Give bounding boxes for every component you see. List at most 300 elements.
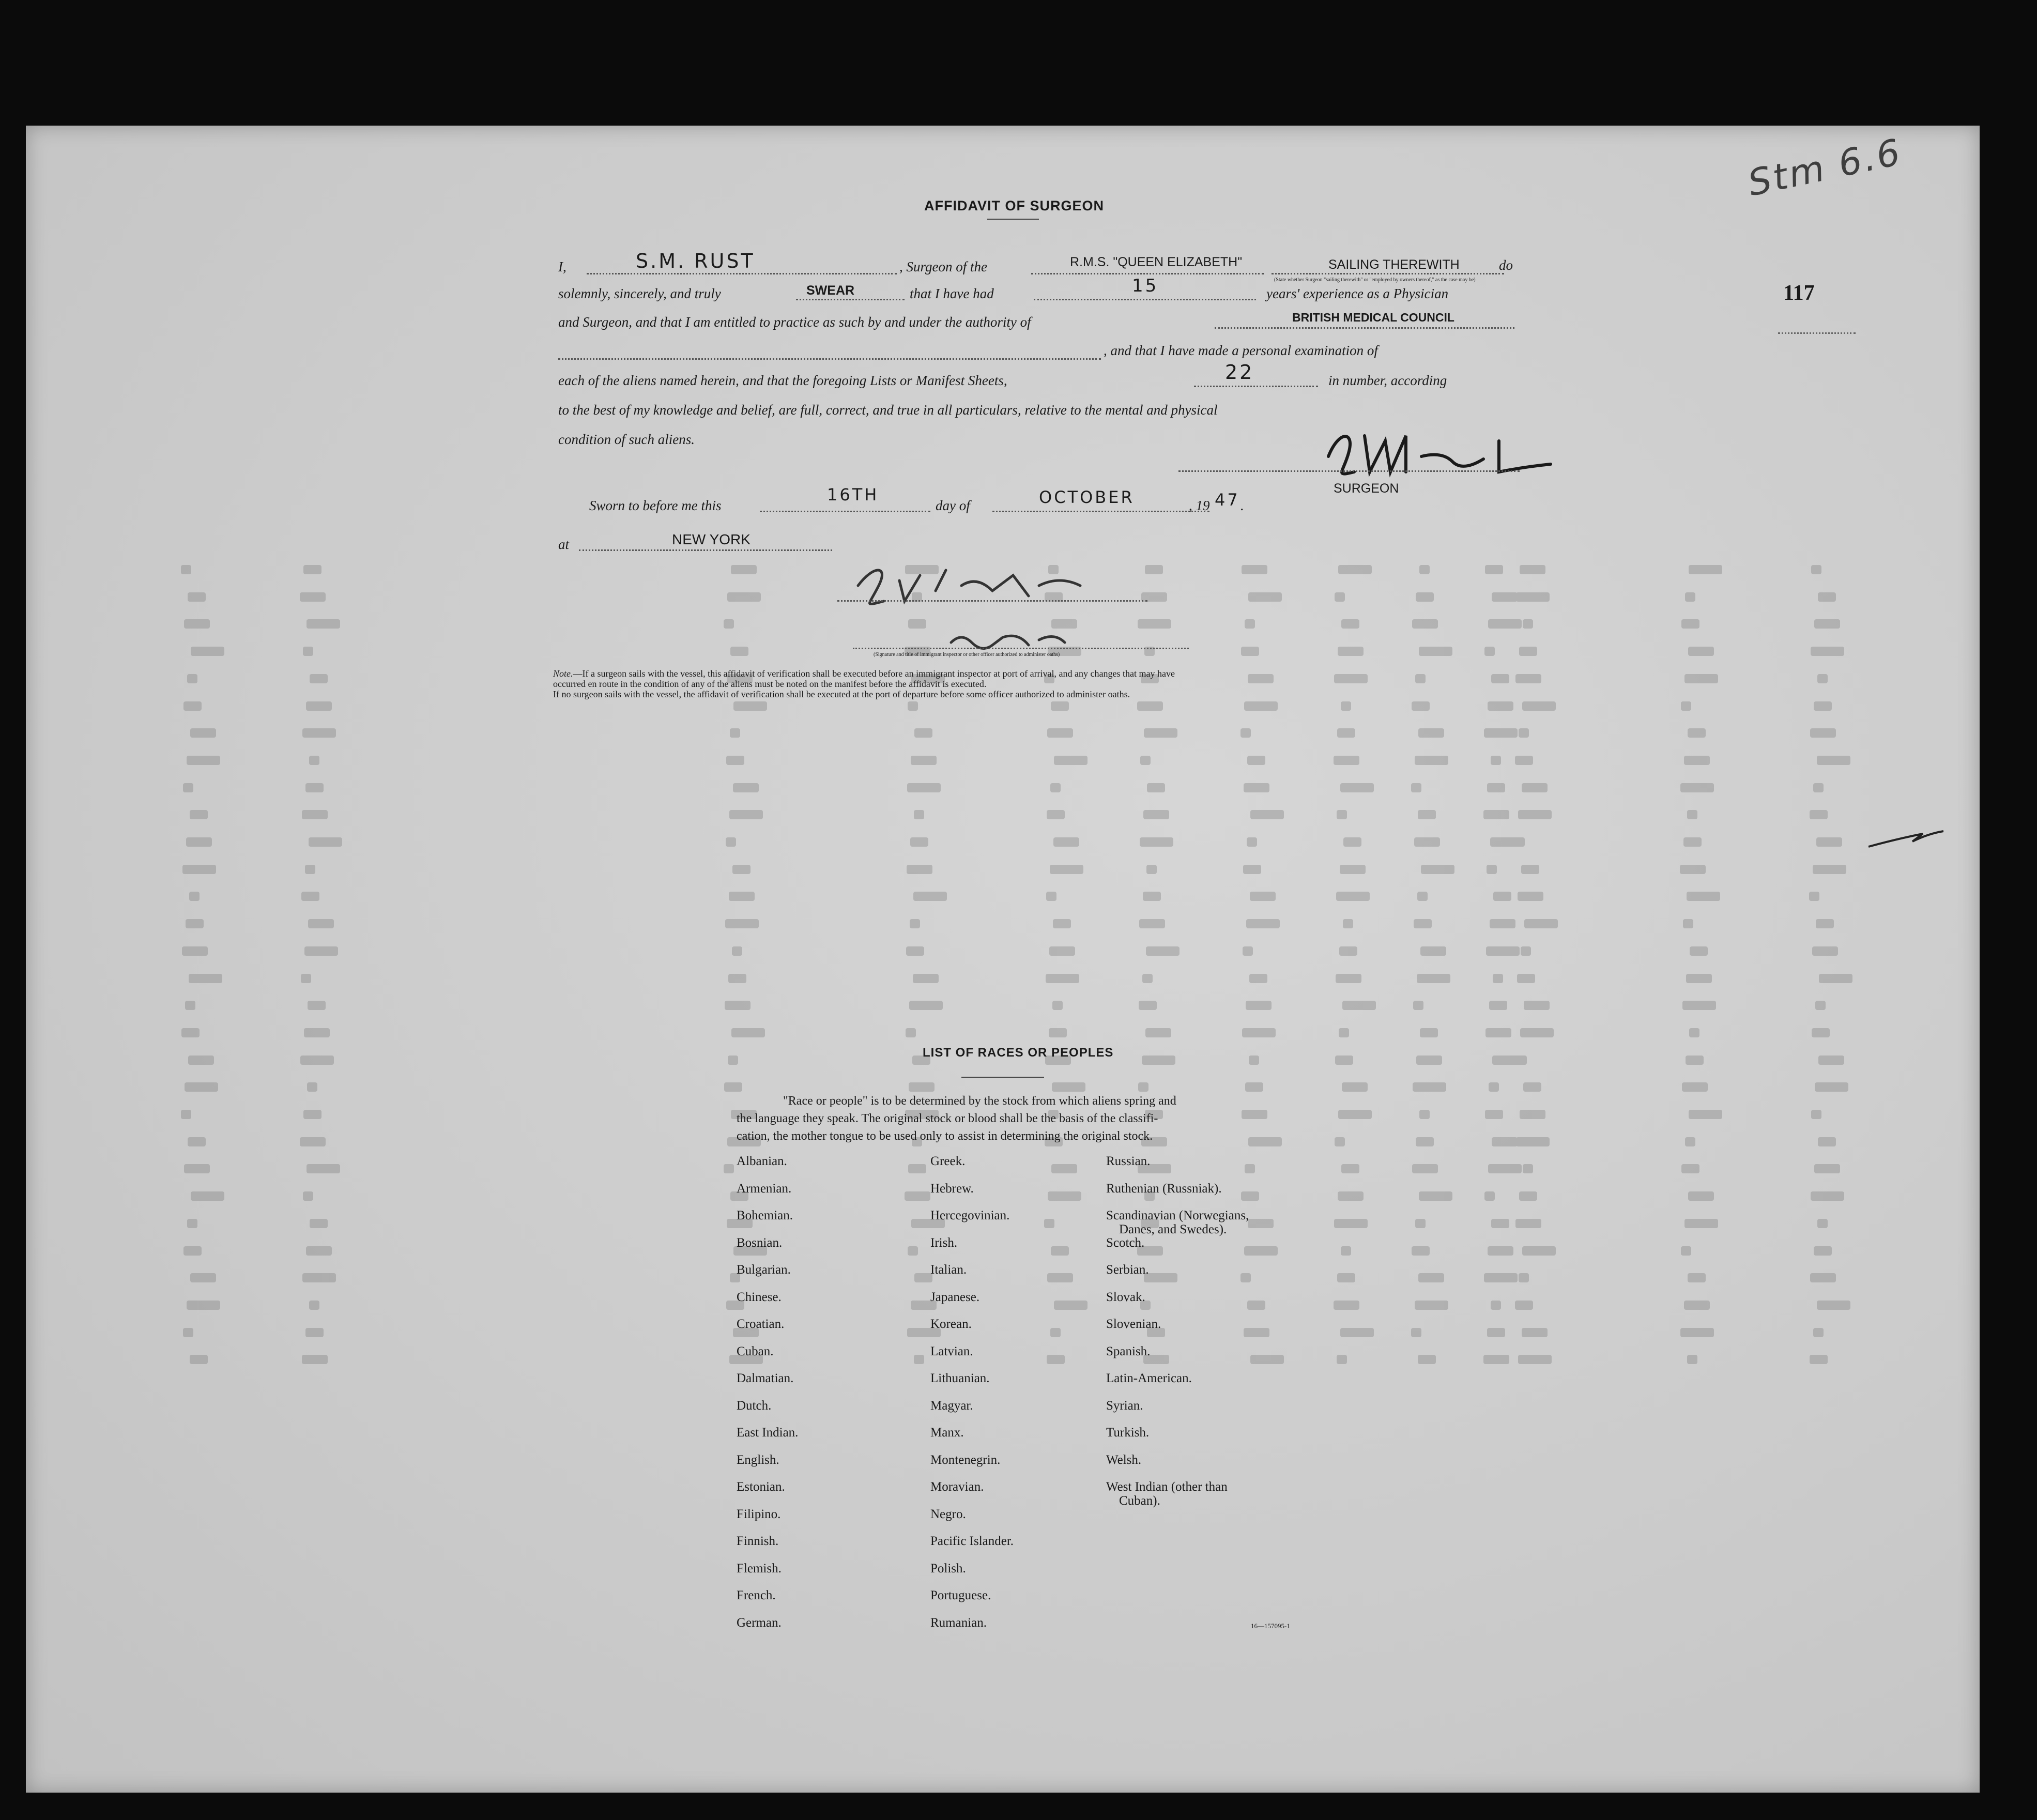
ghost-mark (1334, 756, 1359, 765)
ghost-mark (1144, 1273, 1177, 1282)
race-item: Scotch. (1106, 1235, 1145, 1250)
ghost-mark (1519, 1273, 1529, 1282)
month-line (992, 511, 1209, 512)
ghost-mark (1341, 1246, 1351, 1256)
ghost-mark (1812, 1028, 1830, 1037)
ghost-mark (1491, 674, 1509, 683)
ghost-mark (725, 919, 759, 928)
note-text1: —If a surgeon sails with the vessel, this affidavit of verification shall be executed before an immigrant inspector at port of arrival, and any changes that may have (573, 668, 1175, 679)
ghost-mark (1340, 865, 1366, 874)
ghost-mark (906, 1028, 916, 1037)
ghost-mark (733, 701, 767, 711)
surgeon-signature (1318, 420, 1576, 487)
inspector-caption: (Signature and title of immigrant inspector or other officer authorized to administer oaths) (874, 652, 1060, 657)
line4-text: , and that I have made a personal examination of (1104, 343, 1378, 358)
race-item: Cuban). (1119, 1494, 1160, 1508)
ghost-mark (914, 810, 924, 819)
affidavit-title: AFFIDAVIT OF SURGEON (924, 198, 1104, 213)
ghost-mark (1688, 1273, 1706, 1282)
ghost-mark (724, 619, 734, 629)
ghost-mark (1247, 756, 1265, 765)
ghost-mark (1680, 1328, 1714, 1337)
ghost-mark (733, 783, 759, 792)
ghost-mark (1052, 1001, 1063, 1010)
ghost-mark (305, 1328, 324, 1337)
ghost-mark (1334, 674, 1368, 683)
ghost-mark (309, 837, 342, 847)
ghost-mark (1243, 865, 1261, 874)
ghost-mark (1047, 728, 1073, 738)
race-item: Japanese. (930, 1290, 980, 1304)
ghost-mark (1519, 728, 1529, 738)
sailing-status: SAILING THEREWITH (1328, 257, 1460, 272)
ghost-mark (1147, 783, 1165, 792)
ghost-mark (1515, 1219, 1541, 1228)
ghost-mark (1811, 1191, 1844, 1201)
ghost-mark (1143, 892, 1161, 901)
years-experience: 15 (1132, 276, 1159, 296)
ghost-mark (1685, 1137, 1695, 1146)
ghost-mark (1245, 619, 1255, 629)
ghost-mark (1248, 1219, 1274, 1228)
race-item: Bulgarian. (737, 1263, 791, 1277)
ghost-mark (1048, 1191, 1081, 1201)
ghost-mark (1487, 783, 1505, 792)
race-item: Hercegovinian. (930, 1209, 1010, 1222)
ghost-mark (181, 565, 191, 574)
ghost-mark (730, 728, 740, 738)
ghost-mark (1817, 674, 1828, 683)
ghost-mark (1814, 701, 1832, 711)
ghost-mark (1520, 1028, 1554, 1037)
race-item: English. (737, 1452, 779, 1467)
ghost-mark (1684, 1301, 1710, 1310)
ghost-mark (1417, 974, 1450, 983)
ghost-mark (1417, 892, 1428, 901)
page-number: 117 (1783, 281, 1815, 305)
ghost-mark (190, 1355, 208, 1364)
ghost-mark (1811, 565, 1821, 574)
ghost-mark (914, 728, 932, 738)
ghost-mark (1343, 837, 1361, 847)
document-sheet (26, 126, 1980, 1793)
ghost-mark (303, 647, 313, 656)
ghost-mark (305, 865, 315, 874)
ghost-mark (1522, 783, 1548, 792)
ghost-mark (1415, 674, 1426, 683)
ghost-mark (1520, 565, 1545, 574)
ghost-mark (1685, 592, 1695, 602)
sheets-count: 22 (1225, 361, 1254, 384)
ghost-mark (1684, 1219, 1718, 1228)
ghost-mark (909, 1082, 935, 1092)
ghost-mark (1047, 810, 1065, 819)
race-item: Korean. (930, 1317, 972, 1331)
ghost-mark (1818, 1056, 1844, 1065)
ghost-mark (1338, 565, 1372, 574)
line6-text: to the best of my knowledge and belief, are full, correct, and true in all particulars, relative to the mental and physical (558, 402, 1218, 418)
ghost-mark (306, 701, 332, 711)
surgeon-name: S.M. RUST (636, 250, 755, 272)
ghost-mark (728, 1056, 738, 1065)
ghost-mark (1519, 1191, 1537, 1201)
ghost-mark (1242, 565, 1267, 574)
ghost-mark (1250, 810, 1284, 819)
ghost-mark (1683, 919, 1693, 928)
ghost-mark (907, 783, 941, 792)
title-rule (987, 219, 1039, 220)
race-item: West Indian (other than (1106, 1480, 1228, 1494)
ghost-mark (1514, 837, 1525, 847)
ghost-mark (1244, 701, 1278, 711)
line7-text: condition of such aliens. (558, 432, 695, 447)
race-item: Russian. (1106, 1154, 1151, 1168)
inspector-rule-2 (853, 648, 1189, 649)
ghost-mark (1418, 1355, 1436, 1364)
ghost-mark (1343, 919, 1353, 928)
ghost-mark (1250, 1355, 1284, 1364)
ship-line (1031, 273, 1264, 274)
ghost-mark (1051, 1246, 1069, 1256)
race-item: Estonian. (737, 1480, 785, 1494)
ghost-mark (1813, 865, 1846, 874)
ghost-mark (187, 756, 220, 765)
ghost-mark (1816, 919, 1834, 928)
ghost-mark (1489, 1082, 1499, 1092)
ghost-mark (1516, 1137, 1550, 1146)
ghost-mark (908, 1246, 918, 1256)
ghost-mark (1688, 647, 1714, 656)
ghost-row (129, 1001, 1835, 1010)
ghost-mark (1411, 1328, 1421, 1337)
ghost-mark (1337, 1273, 1355, 1282)
ghost-mark (1810, 1273, 1836, 1282)
sworn-end: . (1240, 498, 1244, 513)
ghost-row (129, 892, 1835, 901)
ghost-mark (300, 1137, 326, 1146)
ghost-mark (1413, 1001, 1423, 1010)
ghost-mark (1250, 892, 1276, 901)
ghost-mark (307, 1082, 317, 1092)
ghost-mark (309, 1301, 319, 1310)
ghost-mark (1340, 783, 1374, 792)
race-item: Bohemian. (737, 1209, 793, 1222)
ghost-mark (187, 674, 197, 683)
ghost-mark (1520, 1110, 1545, 1119)
ghost-mark (1687, 1355, 1697, 1364)
race-item: Spanish. (1106, 1344, 1151, 1358)
ghost-mark (1491, 1219, 1509, 1228)
ghost-mark (1246, 1001, 1272, 1010)
race-item: Dutch. (737, 1398, 772, 1413)
ghost-mark (1518, 810, 1552, 819)
ghost-mark (1814, 619, 1840, 629)
race-item: Greek. (930, 1154, 966, 1168)
ghost-mark (1523, 1164, 1533, 1173)
ghost-mark (186, 919, 204, 928)
ghost-mark (1052, 1082, 1085, 1092)
ghost-mark (1143, 810, 1169, 819)
ghost-mark (1146, 946, 1180, 956)
ghost-mark (1485, 565, 1503, 574)
ghost-mark (1488, 1246, 1513, 1256)
ghost-mark (1515, 756, 1533, 765)
ghost-mark (1342, 1001, 1376, 1010)
ghost-mark (1524, 1001, 1550, 1010)
day-of-label: day of (936, 498, 970, 513)
ghost-mark (300, 592, 326, 602)
ghost-mark (1817, 1301, 1850, 1310)
race-item: Pacific Islander. (930, 1534, 1014, 1548)
ghost-mark (1689, 565, 1722, 574)
ghost-mark (1493, 892, 1511, 901)
ghost-mark (1242, 1110, 1267, 1119)
line5-start: each of the aliens named herein, and that the foregoing Lists or Manifest Sheets, (558, 373, 1007, 388)
inspector-signature (843, 555, 1153, 679)
race-item: Cuban. (737, 1344, 774, 1358)
ghost-mark (190, 810, 208, 819)
ghost-mark (306, 1246, 332, 1256)
ghost-mark (1683, 837, 1702, 847)
ghost-mark (913, 892, 947, 901)
place-line (579, 549, 832, 551)
ghost-mark (1241, 1191, 1259, 1201)
ghost-row (129, 701, 1835, 711)
sheets-line (1194, 386, 1318, 387)
ghost-mark (1341, 1164, 1359, 1173)
ghost-mark (1051, 701, 1069, 711)
ghost-mark (1517, 1056, 1527, 1065)
ghost-mark (1418, 810, 1436, 819)
ghost-mark (1339, 1028, 1349, 1037)
races-intro1: "Race or people" is to be determined by the stock from which aliens spring and (783, 1094, 1176, 1108)
ghost-mark (1419, 1110, 1430, 1119)
ghost-mark (1139, 919, 1165, 928)
race-item: French. (737, 1588, 776, 1602)
ghost-mark (1487, 865, 1497, 874)
ghost-mark (1413, 1082, 1446, 1092)
ghost-mark (732, 946, 742, 956)
ghost-row (129, 1191, 1835, 1201)
ghost-mark (1341, 701, 1351, 711)
ghost-mark (1684, 756, 1710, 765)
race-item: Filipino. (737, 1507, 781, 1521)
ghost-mark (1687, 810, 1697, 819)
ghost-mark (1050, 783, 1061, 792)
ghost-mark (1686, 974, 1712, 983)
ghost-mark (1492, 592, 1518, 602)
ghost-mark (1053, 837, 1079, 847)
surgeon-of-label: , Surgeon of the (899, 259, 987, 274)
note-label: Note. (553, 668, 573, 679)
ghost-mark (1243, 946, 1253, 956)
ghost-mark (308, 1001, 326, 1010)
ghost-mark (1336, 974, 1361, 983)
ghost-mark (183, 783, 193, 792)
race-item: Irish. (930, 1235, 958, 1250)
ghost-mark (1420, 946, 1446, 956)
race-item: Armenian. (737, 1181, 792, 1196)
races-intro2: the language they speak. The original stock or blood shall be the basis of the classifi- (737, 1112, 1158, 1125)
ghost-mark (1682, 1001, 1716, 1010)
ghost-mark (1418, 1273, 1444, 1282)
ghost-mark (1813, 1328, 1824, 1337)
ghost-mark (1817, 1219, 1828, 1228)
ghost-mark (1416, 592, 1434, 602)
ghost-mark (1338, 1191, 1364, 1201)
ghost-mark (1412, 701, 1430, 711)
race-item: East Indian. (737, 1426, 799, 1440)
ghost-mark (1047, 1273, 1073, 1282)
ship-name: R.M.S. "QUEEN ELIZABETH" (1070, 255, 1243, 269)
name-line (587, 273, 897, 274)
ghost-mark (1338, 647, 1364, 656)
ghost-mark (305, 783, 324, 792)
ghost-row (129, 1273, 1835, 1282)
ghost-mark (1812, 946, 1838, 956)
ghost-mark (1335, 1137, 1345, 1146)
ghost-mark (1681, 1246, 1691, 1256)
ghost-mark (910, 837, 928, 847)
ghost-mark (1810, 728, 1836, 738)
ghost-mark (1816, 837, 1842, 847)
race-item: Rumanian. (930, 1615, 987, 1630)
ghost-mark (1416, 1137, 1434, 1146)
ghost-mark (183, 701, 202, 711)
signature-rule (1178, 470, 1520, 472)
ghost-mark (1811, 647, 1844, 656)
ghost-mark (1484, 1273, 1518, 1282)
race-item: Scandinavian (Norwegians, (1106, 1209, 1249, 1222)
line3-start: and Surgeon, and that I am entitled to practice as such by and under the authority of (558, 314, 1031, 330)
ghost-mark (1689, 1028, 1699, 1037)
ghost-mark (302, 1355, 328, 1364)
ghost-mark (1340, 1328, 1374, 1337)
ghost-mark (1245, 1164, 1255, 1173)
race-item: Lithuanian. (930, 1371, 990, 1385)
ghost-mark (1684, 674, 1718, 683)
ghost-mark (1523, 619, 1533, 629)
ghost-mark (182, 946, 208, 956)
inspector-rule-1 (837, 600, 1147, 602)
race-item: Chinese. (737, 1290, 782, 1304)
race-item: Negro. (930, 1507, 966, 1521)
race-item: Syrian. (1106, 1398, 1143, 1413)
ghost-mark (1814, 1164, 1840, 1173)
ghost-mark (1686, 1056, 1704, 1065)
ghost-mark (907, 865, 932, 874)
ghost-mark (1144, 728, 1177, 738)
ghost-mark (1485, 1028, 1511, 1037)
ghost-row (129, 1355, 1835, 1364)
line2-end: years' experience as a Physician (1266, 286, 1449, 301)
ghost-mark (725, 1001, 751, 1010)
ghost-mark (183, 1246, 202, 1256)
ghost-mark (1146, 865, 1157, 874)
ghost-mark (184, 1164, 210, 1173)
ghost-mark (906, 946, 924, 956)
ghost-mark (1139, 1001, 1157, 1010)
race-item: Moravian. (930, 1480, 984, 1494)
ghost-mark (730, 647, 748, 656)
race-item: Montenegrin. (930, 1452, 1001, 1467)
race-item: Slovenian. (1106, 1317, 1161, 1331)
ghost-mark (1245, 1082, 1263, 1092)
ghost-mark (1419, 565, 1430, 574)
ghost-mark (186, 837, 212, 847)
ghost-mark (1051, 1164, 1077, 1173)
race-item: Manx. (930, 1426, 964, 1440)
ghost-mark (1142, 974, 1153, 983)
ghost-row (129, 1246, 1835, 1256)
race-item: Italian. (930, 1263, 967, 1277)
ghost-mark (1483, 1355, 1509, 1364)
surgeon-label: SURGEON (1334, 481, 1399, 496)
ghost-mark (724, 1082, 742, 1092)
ghost-row (129, 974, 1835, 983)
ghost-mark (1047, 1355, 1065, 1364)
ghost-mark (303, 1191, 313, 1201)
race-item: Finnish. (737, 1534, 779, 1548)
ghost-mark (1415, 1219, 1426, 1228)
ghost-mark (1491, 1301, 1501, 1310)
ghost-mark (1522, 1328, 1548, 1337)
ghost-mark (1247, 837, 1257, 847)
place-name: NEW YORK (672, 531, 751, 547)
ghost-mark (1810, 1355, 1828, 1364)
ghost-mark (1046, 892, 1056, 901)
ghost-mark (1337, 728, 1355, 738)
ghost-mark (1249, 974, 1267, 983)
ghost-mark (1050, 865, 1083, 874)
ghost-mark (1493, 974, 1503, 983)
authority-line (1215, 327, 1514, 329)
ghost-mark (301, 892, 319, 901)
ghost-mark (1140, 756, 1151, 765)
ghost-mark (909, 1001, 943, 1010)
ghost-mark (1246, 919, 1280, 928)
ghost-mark (1815, 1082, 1848, 1092)
ghost-mark (1809, 892, 1819, 901)
line4-blank (558, 358, 1101, 360)
ghost-mark (1518, 892, 1543, 901)
ghost-mark (1810, 810, 1828, 819)
ghost-mark (1688, 1191, 1714, 1201)
ghost-mark (191, 1191, 224, 1201)
ghost-mark (1247, 1301, 1265, 1310)
ghost-mark (1418, 728, 1444, 738)
ghost-mark (1485, 1110, 1503, 1119)
ghost-mark (1682, 1082, 1708, 1092)
ghost-mark (729, 810, 763, 819)
ghost-mark (1244, 1328, 1269, 1337)
ghost-mark (1488, 1164, 1522, 1173)
ghost-mark (1521, 946, 1531, 956)
ghost-row (129, 837, 1835, 847)
ghost-mark (1517, 974, 1535, 983)
races-title: LIST OF RACES OR PEOPLES (923, 1046, 1114, 1060)
ghost-mark (1334, 1219, 1368, 1228)
ghost-mark (728, 974, 746, 983)
ghost-mark (1680, 783, 1714, 792)
ghost-mark (731, 1028, 765, 1037)
ghost-mark (182, 865, 216, 874)
ghost-mark (726, 756, 744, 765)
ghost-mark (1044, 1219, 1054, 1228)
race-item: Slovak. (1106, 1290, 1145, 1304)
ghost-mark (1248, 592, 1282, 602)
ghost-mark (1248, 1137, 1282, 1146)
